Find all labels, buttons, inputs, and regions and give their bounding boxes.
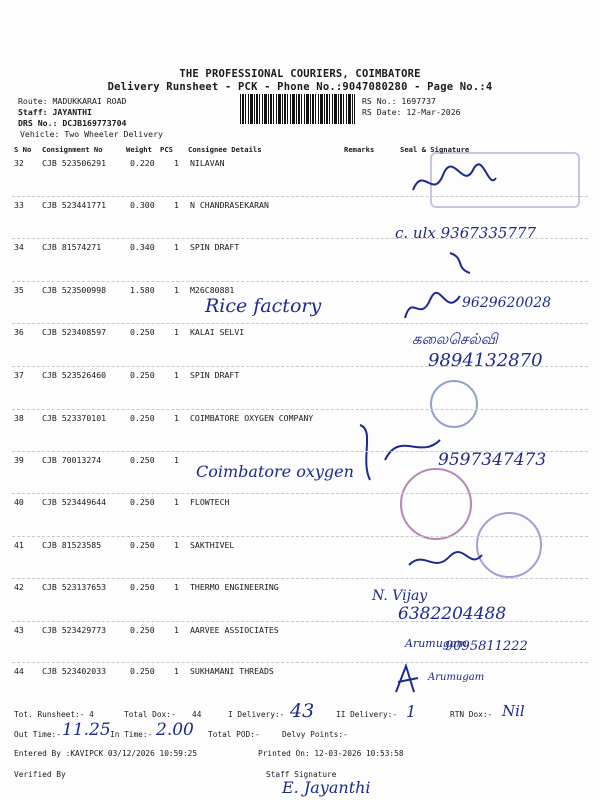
row-pcs: 1 <box>174 413 179 423</box>
row-pcs: 1 <box>174 370 179 380</box>
row-consignee: N CHANDRASEKARAN <box>190 200 269 210</box>
out-time-label: Out Time:- <box>14 730 61 739</box>
row-pcs: 1 <box>174 455 179 465</box>
row-pcs: 1 <box>174 158 179 168</box>
row-consignment: CJB 523402033 <box>42 666 107 676</box>
company-title: THE PROFESSIONAL COURIERS, COIMBATORE <box>179 68 421 80</box>
row-divider <box>12 493 588 494</box>
row-pcs: 1 <box>174 582 179 592</box>
row-pcs: 1 <box>174 242 179 252</box>
table-row <box>0 413 600 455</box>
handwritten-phone: 9095811222 <box>445 639 528 654</box>
row-weight: 0.250 <box>130 625 155 635</box>
row-weight: 0.250 <box>130 666 155 676</box>
col-seal-signature: Seal & Signature <box>400 145 470 154</box>
i-delivery-label: I Delivery:- <box>228 710 285 719</box>
col-remarks: Remarks <box>344 145 375 154</box>
row-weight: 0.300 <box>130 200 155 210</box>
i-delivery-value: 43 <box>290 700 315 722</box>
row-pcs: 1 <box>174 666 179 676</box>
col-consignment: Consignment No <box>42 145 103 154</box>
row-sno: 32 <box>14 158 24 168</box>
row-divider <box>12 323 588 324</box>
row-divider <box>12 238 588 239</box>
staff-text: Staff: JAYANTHI <box>18 107 92 117</box>
round-seal-stamp <box>476 512 542 578</box>
handwritten-phone: 9894132870 <box>428 350 543 371</box>
row-consignment: CJB 81523585 <box>42 540 102 550</box>
row-consignee: KALAI SELVI <box>190 327 245 337</box>
row-divider <box>12 409 588 410</box>
row-sno: 41 <box>14 540 24 550</box>
ii-delivery-value: 1 <box>406 702 417 721</box>
row-pcs: 1 <box>174 540 179 550</box>
staff-signature-label: Staff Signature <box>266 770 337 779</box>
row-sno: 39 <box>14 455 24 465</box>
row-consignment: CJB 523429773 <box>42 625 107 635</box>
handwritten-phone: 9597347473 <box>438 450 547 470</box>
handwritten-phone: c. ulx 9367335777 <box>395 224 537 242</box>
row-divider <box>12 578 588 579</box>
row-sno: 33 <box>14 200 24 210</box>
row-sno: 38 <box>14 413 24 423</box>
total-runsheet: Tot. Runsheet:- 4 <box>14 710 94 719</box>
row-pcs: 1 <box>174 327 179 337</box>
row-divider <box>12 196 588 197</box>
row-consignee: COIMBATORE OXYGEN COMPANY <box>190 413 314 423</box>
row-consignment: CJB 81574271 <box>42 242 102 252</box>
signature-mark <box>340 420 450 490</box>
entered-by: Entered By :KAVIPCK 03/12/2026 10:59:25 <box>14 749 198 758</box>
row-divider <box>12 281 588 282</box>
total-dox-label: Total Dox:- <box>124 710 176 719</box>
row-divider <box>12 621 588 622</box>
rs-date: RS Date: 12-Mar-2026 <box>362 107 461 117</box>
handwritten-phone: 6382204488 <box>398 604 507 624</box>
total-pod-label: Total POD:- <box>208 730 260 739</box>
row-weight: 0.250 <box>130 497 155 507</box>
row-weight: 0.250 <box>130 582 155 592</box>
vehicle-text: Vehicle: Two Wheeler Delivery <box>20 129 163 139</box>
table-row <box>0 242 600 284</box>
signature-mark <box>404 545 484 575</box>
row-weight: 0.220 <box>130 158 155 168</box>
rs-number: RS No.: 1697737 <box>362 96 436 106</box>
ii-delivery-label: II Delivery:- <box>336 710 398 719</box>
row-sno: 34 <box>14 242 24 252</box>
row-sno: 42 <box>14 582 24 592</box>
row-weight: 1.580 <box>130 285 155 295</box>
row-weight: 0.250 <box>130 455 155 465</box>
signature-mark <box>408 160 498 200</box>
row-consignment: CJB 523441771 <box>42 200 107 210</box>
row-consignee: SUKHAMANI THREADS <box>190 666 274 676</box>
row-consignee: SPIN DRAFT <box>190 242 240 252</box>
row-consignee: SAKTHIVEL <box>190 540 235 550</box>
col-weight: Weight <box>126 145 152 154</box>
drs-number: DRS No.: DCJB169773704 <box>18 118 127 128</box>
row-divider <box>12 451 588 452</box>
row-consignment: CJB 523370101 <box>42 413 107 423</box>
row-consignee: SPIN DRAFT <box>190 370 240 380</box>
handwritten-note: Coimbatore oxygen <box>196 462 354 481</box>
row-consignment: CJB 523137653 <box>42 582 107 592</box>
in-time-value: 2.00 <box>156 720 194 740</box>
row-consignee: M26C80881 <box>190 285 235 295</box>
table-row <box>0 370 600 412</box>
row-pcs: 1 <box>174 200 179 210</box>
handwritten-name: Arumugam <box>428 672 485 683</box>
row-consignment: CJB 523500998 <box>42 285 107 295</box>
row-divider <box>12 662 588 663</box>
row-consignment: CJB 523526460 <box>42 370 107 380</box>
row-weight: 0.250 <box>130 327 155 337</box>
row-consignment: CJB 523449644 <box>42 497 107 507</box>
signature-mark <box>388 662 428 698</box>
row-consignment: CJB 70013274 <box>42 455 102 465</box>
row-sno: 43 <box>14 625 24 635</box>
row-consignee: NILAVAN <box>190 158 225 168</box>
table-row <box>0 582 600 624</box>
handwritten-name: கலைசெல்வி <box>412 330 498 348</box>
row-pcs: 1 <box>174 497 179 507</box>
row-divider <box>12 536 588 537</box>
row-sno: 44 <box>14 666 24 676</box>
row-weight: 0.250 <box>130 370 155 380</box>
row-sno: 36 <box>14 327 24 337</box>
col-pcs: PCS <box>160 145 173 154</box>
row-pcs: 1 <box>174 625 179 635</box>
handwritten-note: Rice factory <box>205 295 322 317</box>
staff-signature-value: E. Jayanthi <box>282 778 371 797</box>
row-sno: 40 <box>14 497 24 507</box>
verified-by-label: Verified By <box>14 770 66 779</box>
row-sno: 35 <box>14 285 24 295</box>
col-consignee: Consignee Details <box>188 145 262 154</box>
in-time-label: In Time:- <box>110 730 153 739</box>
row-weight: 0.250 <box>130 540 155 550</box>
route-text: Route: MADUKKARAI ROAD <box>18 96 127 106</box>
total-dox-value: 44 <box>192 710 202 719</box>
row-divider <box>12 366 588 367</box>
printed-on: Printed On: 12-03-2026 10:53:58 <box>258 749 404 758</box>
rtn-dox-value: Nil <box>502 702 525 720</box>
row-pcs: 1 <box>174 285 179 295</box>
handwritten-phone: 9629620028 <box>462 295 552 311</box>
handwritten-name: N. Vijay <box>372 588 428 604</box>
rtn-dox-label: RTN Dox:- <box>450 710 493 719</box>
delvy-points-label: Delvy Points:- <box>282 730 348 739</box>
handwritten-mark: Arumugam <box>405 637 467 650</box>
row-sno: 37 <box>14 370 24 380</box>
signature-mark <box>445 248 475 278</box>
row-weight: 0.250 <box>130 413 155 423</box>
row-consignee: AARVEE ASSIOCIATES <box>190 625 279 635</box>
col-sno: S No <box>14 145 32 154</box>
signature-mark <box>400 288 470 328</box>
row-weight: 0.340 <box>130 242 155 252</box>
drs-barcode <box>240 94 355 124</box>
row-consignee: THERMO ENGINEERING <box>190 582 279 592</box>
runsheet-subtitle: Delivery Runsheet - PCK - Phone No.:9047080280 - Page No.:4 <box>107 81 493 93</box>
row-consignee: FLOWTECH <box>190 497 230 507</box>
out-time-value: 11.25 <box>62 720 111 740</box>
row-consignment: CJB 523408597 <box>42 327 107 337</box>
row-consignment: CJB 523506291 <box>42 158 107 168</box>
